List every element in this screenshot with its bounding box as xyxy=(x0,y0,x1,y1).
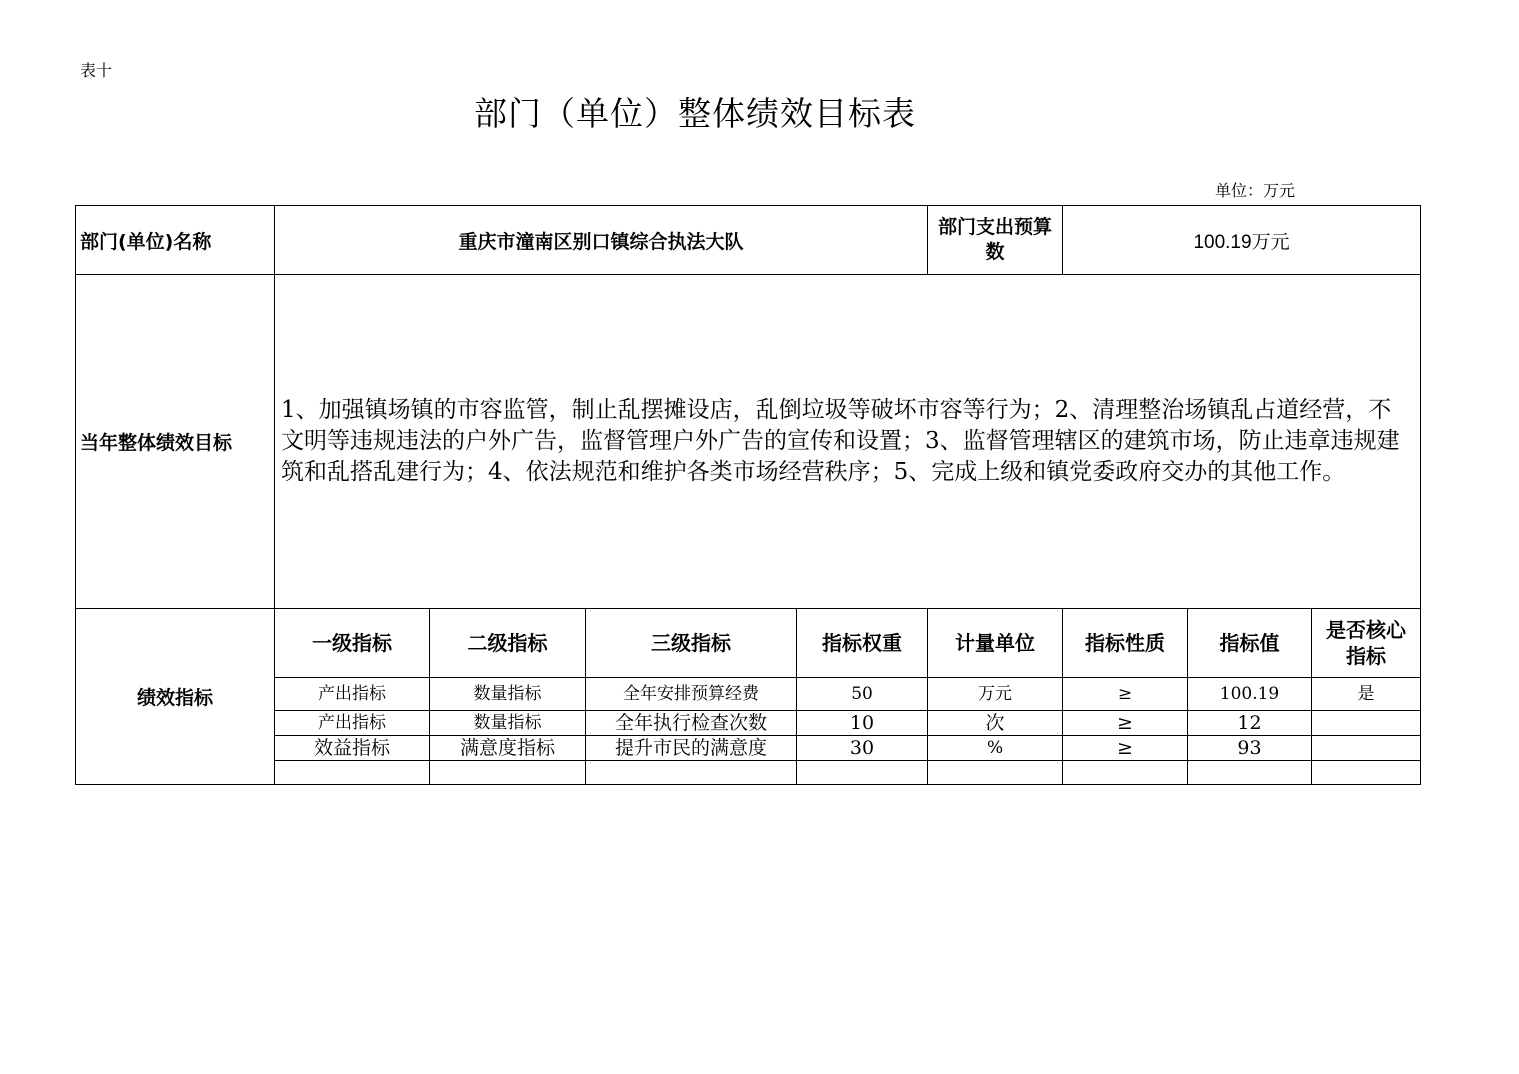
cell-value: 100.19 xyxy=(1188,678,1312,711)
cell-level1: 产出指标 xyxy=(275,678,430,711)
cell-unit xyxy=(928,761,1063,785)
cell-core xyxy=(1312,711,1421,736)
dept-name-label: 部门(单位)名称 xyxy=(76,206,275,275)
cell-level3 xyxy=(586,761,797,785)
budget-value: 100.19万元 xyxy=(1063,206,1421,275)
cell-level2: 满意度指标 xyxy=(430,736,586,761)
cell-weight xyxy=(797,761,928,785)
col-level3: 三级指标 xyxy=(586,609,797,678)
cell-weight: 30 xyxy=(797,736,928,761)
cell-nature: ≥ xyxy=(1063,678,1188,711)
cell-value xyxy=(1188,761,1312,785)
table-row xyxy=(76,761,1421,785)
table-row xyxy=(76,736,1421,761)
col-core: 是否核心指标 xyxy=(1312,609,1421,678)
cell-weight: 10 xyxy=(797,711,928,736)
cell-level3: 全年执行检查次数 xyxy=(586,711,797,736)
col-unit: 计量单位 xyxy=(928,609,1063,678)
cell-level2 xyxy=(430,761,586,785)
cell-nature: ≥ xyxy=(1063,736,1188,761)
col-level2: 二级指标 xyxy=(430,609,586,678)
cell-unit: 次 xyxy=(928,711,1063,736)
cell-level1: 产出指标 xyxy=(275,711,430,736)
cell-value: 93 xyxy=(1188,736,1312,761)
indicators-label: 绩效指标 xyxy=(76,609,275,785)
table-number: 表十 xyxy=(80,61,113,80)
dept-row xyxy=(76,206,1421,275)
cell-core xyxy=(1312,736,1421,761)
cell-core xyxy=(1312,761,1421,785)
col-value: 指标值 xyxy=(1188,609,1312,678)
cell-weight: 50 xyxy=(797,678,928,711)
cell-level2: 数量指标 xyxy=(430,678,586,711)
page-title: 部门（单位）整体绩效目标表 xyxy=(474,94,916,133)
goal-row xyxy=(76,275,1421,609)
cell-core: 是 xyxy=(1312,678,1421,711)
annual-goal-text: 1、加强镇场镇的市容监管，制止乱摆摊设店，乱倒垃圾等破坏市容等行为；2、清理整治场镇乱占道经营，不文明等违规违法的户外广告，监督管理户外广告的宣传和设置；3、监督管理辖区的建筑市场，防止违章违规建筑和乱搭乱建行为；4、依法规范和维护各类市场经营秩序；5、完成上级和镇党委政府交办的其他工作。 xyxy=(275,275,1421,609)
cell-value: 12 xyxy=(1188,711,1312,736)
cell-level2: 数量指标 xyxy=(430,711,586,736)
col-weight: 指标权重 xyxy=(797,609,928,678)
cell-level3: 全年安排预算经费 xyxy=(586,678,797,711)
cell-unit: 万元 xyxy=(928,678,1063,711)
cell-nature: ≥ xyxy=(1063,711,1188,736)
cell-unit: % xyxy=(928,736,1063,761)
table-row xyxy=(76,678,1421,711)
unit-note: 单位：万元 xyxy=(1215,181,1296,200)
cell-level3: 提升市民的满意度 xyxy=(586,736,797,761)
cell-nature xyxy=(1063,761,1188,785)
indicator-header-row xyxy=(76,609,1421,678)
cell-level1 xyxy=(275,761,430,785)
table-row xyxy=(76,711,1421,736)
col-level1: 一级指标 xyxy=(275,609,430,678)
performance-table xyxy=(75,205,1421,785)
cell-level1: 效益指标 xyxy=(275,736,430,761)
budget-label: 部门支出预算数 xyxy=(928,206,1063,275)
col-nature: 指标性质 xyxy=(1063,609,1188,678)
annual-goal-label: 当年整体绩效目标 xyxy=(76,275,275,609)
dept-name-value: 重庆市潼南区别口镇综合执法大队 xyxy=(275,206,928,275)
